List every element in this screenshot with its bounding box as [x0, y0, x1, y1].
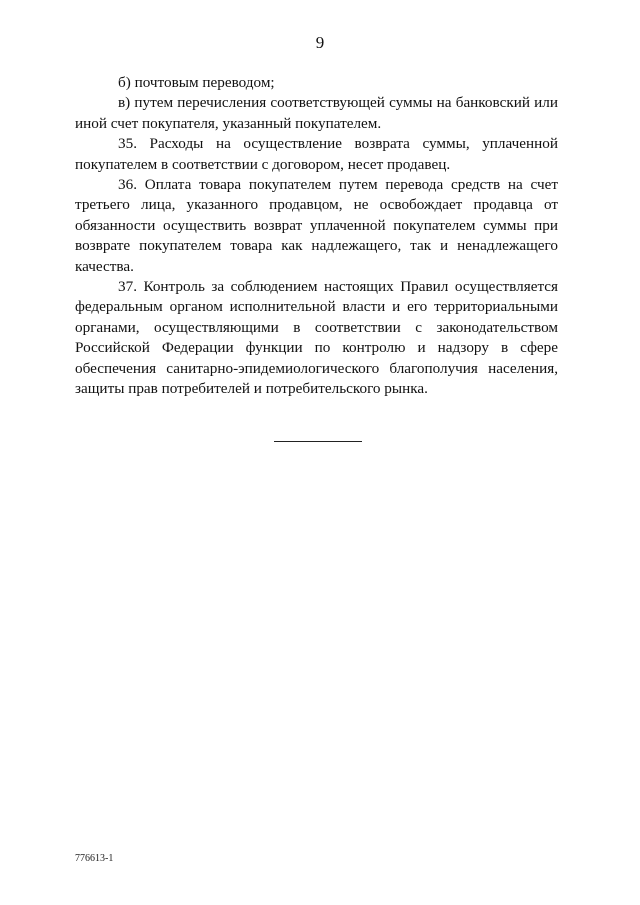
paragraph-35-return-expenses: 35. Расходы на осуществление возврата суммы, уплаченной покупателем в соответствии с договором, несет продавец. [75, 135, 558, 173]
paragraph-37-supervision: 37. Контроль за соблюдением настоящих Правил осуществляется федеральным органом исполнительной власти и его территориальными органами, осуществляющими в соответствии с законодательством Российской Федерации функции по контролю и надзору в сфере обеспечения санитарно-эпидемиологического благополучия населения, защиты прав потребителей и потребительского рынка. [75, 278, 558, 398]
paragraph-b-postal-transfer: б) почтовым переводом; [118, 74, 275, 91]
end-separator-line [274, 441, 362, 442]
document-code: 776613-1 [75, 853, 114, 864]
paragraph-v-bank-transfer: в) путем перечисления соответствующей суммы на банковский или иной счет покупателя, указанный покупателем. [75, 94, 558, 132]
paragraph-36-third-party-payment: 36. Оплата товара покупателем путем перевода средств на счет третьего лица, указанного продавцом, не освобождает продавца от обязанности осуществить возврат уплаченной покупателем суммы при возврате покупателем товара как надлежащего, так и ненадлежащего качества. [75, 176, 558, 275]
page-number: 9 [315, 33, 325, 52]
document-body [75, 73, 558, 400]
